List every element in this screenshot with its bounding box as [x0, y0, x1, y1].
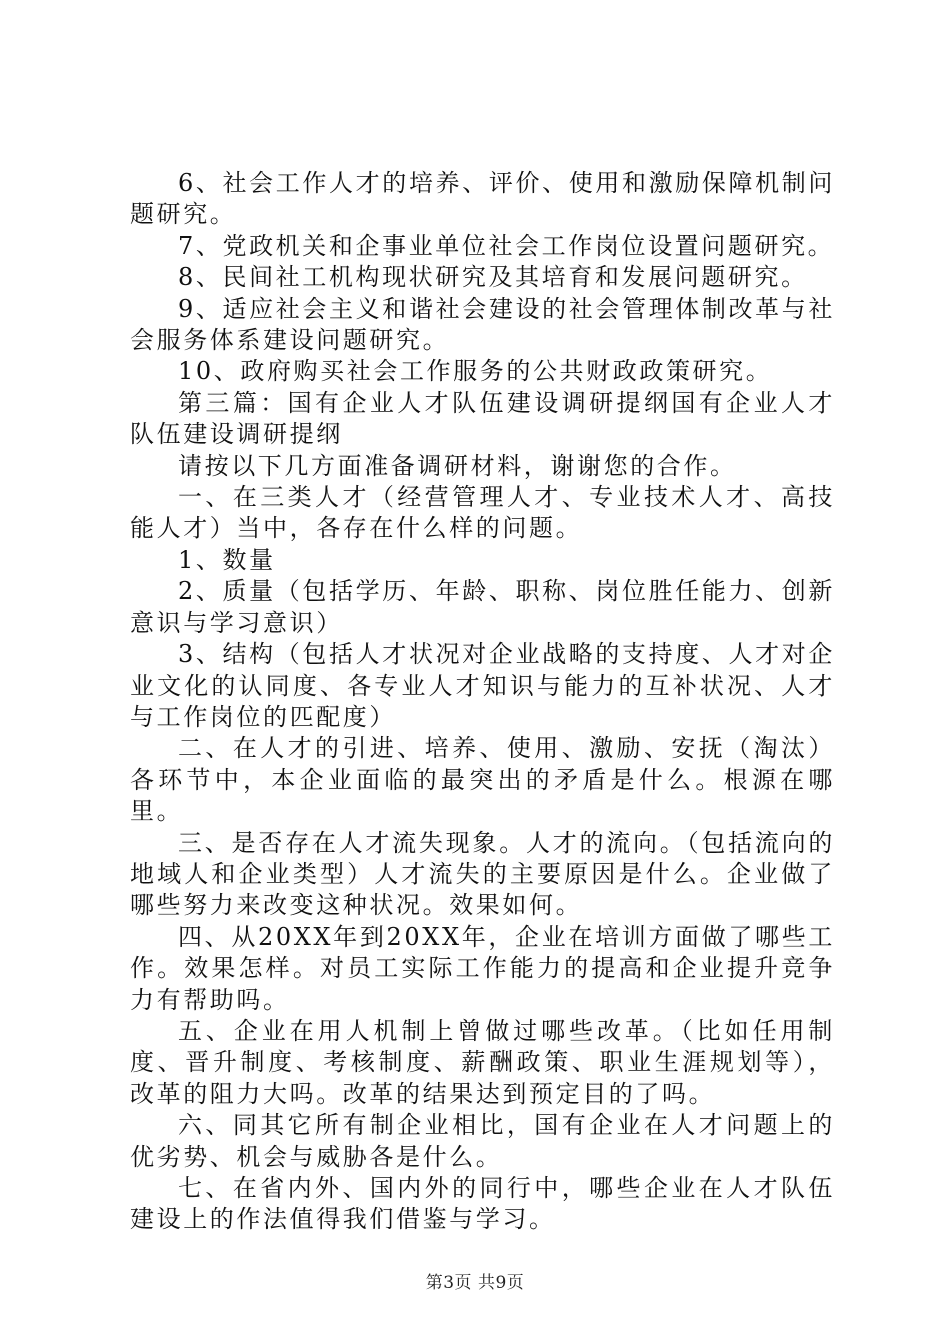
- sub-item-quality: 2、质量（包括学历、年龄、职称、岗位胜任能力、创新意识与学习意识）: [130, 577, 835, 637]
- question-three: 三、是否存在人才流失现象。人才的流向。（包括流向的地域人和企业类型）人才流失的主要原因是什么。企业做了哪些努力来改变这种状况。效果如何。: [130, 828, 835, 920]
- question-four: 四、从20XX年到20XX年，企业在培训方面做了哪些工作。效果怎样。对员工实际工作能力的提高和企业提升竞争力有帮助吗。: [130, 922, 835, 1014]
- paragraph-item-6: 6、社会工作人才的培养、评价、使用和激励保障机制问题研究。: [130, 169, 835, 229]
- page-number-indicator: 第3页 共9页: [425, 1273, 525, 1293]
- paragraph-item-10: 10、政府购买社会工作服务的公共财政政策研究。: [178, 357, 773, 386]
- question-two: 二、在人才的引进、培养、使用、激励、安抚（淘汰）各环节中，本企业面临的最突出的矛盾是什么。根源在哪里。: [130, 734, 835, 826]
- section-heading: 第三篇：国有企业人才队伍建设调研提纲国有企业人才队伍建设调研提纲: [130, 388, 835, 449]
- question-five: 五、企业在用人机制上曾做过哪些改革。（比如任用制度、晋升制度、考核制度、薪酬政策、职业生涯规划等），改革的阻力大吗。改革的结果达到预定目的了吗。: [130, 1016, 835, 1108]
- paragraph-item-8: 8、民间社工机构现状研究及其培育和发展问题研究。: [178, 263, 808, 292]
- question-seven: 七、在省内外、国内外的同行中，哪些企业在人才队伍建设上的作法值得我们借鉴与学习。: [130, 1174, 835, 1234]
- sub-item-quantity: 1、数量: [178, 545, 276, 574]
- page-footer: [0, 1272, 950, 1294]
- intro-paragraph: 请按以下几方面准备调研材料，谢谢您的合作。: [178, 451, 737, 480]
- sub-item-structure: 3、结构（包括人才状况对企业战略的支持度、人才对企业文化的认同度、各专业人才知识与能力的互补状况、人才与工作岗位的匹配度）: [130, 640, 835, 731]
- question-six: 六、同其它所有制企业相比，国有企业在人才问题上的优劣势、机会与威胁各是什么。: [130, 1111, 835, 1171]
- question-one: 一、在三类人才（经营管理人才、专业技术人才、高技能人才）当中，各存在什么样的问题。: [130, 483, 835, 543]
- paragraph-item-9: 9、适应社会主义和谐社会建设的社会管理体制改革与社会服务体系建设问题研究。: [130, 294, 835, 355]
- document-body: [130, 168, 835, 1236]
- paragraph-item-7: 7、党政机关和企事业单位社会工作岗位设置问题研究。: [178, 231, 835, 260]
